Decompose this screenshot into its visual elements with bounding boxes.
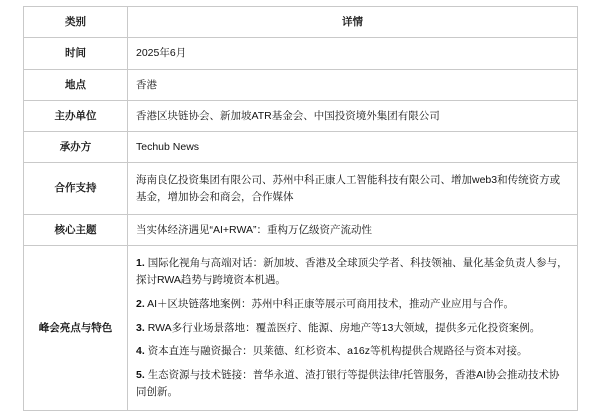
column-header-category: 类别	[24, 7, 128, 38]
row-label-location: 地点	[24, 69, 128, 100]
list-item	[136, 320, 569, 337]
row-value-time: 2025年6月	[128, 38, 578, 69]
row-label-highlights: 峰会亮点与特色	[24, 246, 128, 411]
list-item-number: 1.	[136, 257, 145, 270]
table-row	[24, 38, 578, 69]
highlights-list	[136, 255, 569, 401]
row-value-organizer: 香港区块链协会、新加坡ATR基金会、中国投资境外集团有限公司	[128, 100, 578, 131]
row-label-host: 承办方	[24, 132, 128, 163]
summary-table-container	[0, 6, 600, 411]
list-item-text: 资本直连与融资撮合：贝莱德、红杉资本、a16z等机构提供合规路径与资本对接。	[147, 345, 528, 358]
list-item	[136, 296, 569, 313]
row-label-time: 时间	[24, 38, 128, 69]
list-item-text: 国际化视角与高端对话：新加坡、香港及全球顶尖学者、科技领袖、量化基金负责人参与，探讨RWA趋势与跨境资本机遇。	[136, 257, 568, 286]
table-row	[24, 132, 578, 163]
list-item-number: 4.	[136, 345, 145, 358]
list-item-text: AI＋区块链落地案例：苏州中科正康等展示可商用技术，推动产业应用与合作。	[147, 297, 515, 310]
row-value-highlights	[128, 246, 578, 411]
list-item-number: 5.	[136, 369, 145, 382]
row-label-partners: 合作支持	[24, 163, 128, 215]
table-row	[24, 69, 578, 100]
table-row	[24, 163, 578, 215]
column-header-details: 详情	[128, 7, 578, 38]
row-label-theme: 核心主题	[24, 214, 128, 245]
row-value-theme: 当实体经济遇见“AI+RWA”：重构万亿级资产流动性	[128, 214, 578, 245]
list-item-number: 3.	[136, 321, 145, 334]
list-item	[136, 367, 569, 401]
row-value-partners: 海南良亿投资集团有限公司、苏州中科正康人工智能科技有限公司、增加web3和传统资方或基金，增加协会和商会，合作媒体	[128, 163, 578, 215]
table-row-highlights	[24, 246, 578, 411]
row-value-host: Techub News	[128, 132, 578, 163]
list-item	[136, 343, 569, 360]
list-item-number: 2.	[136, 297, 145, 310]
row-value-location: 香港	[128, 69, 578, 100]
table-row	[24, 100, 578, 131]
list-item-text: RWA多行业场景落地：覆盖医疗、能源、房地产等13大领域，提供多元化投资案例。	[147, 321, 541, 334]
row-label-organizer: 主办单位	[24, 100, 128, 131]
list-item-text: 生态资源与技术链接：普华永道、渣打银行等提供法律/托管服务，香港AI协会推动技术协同创新。	[136, 369, 560, 398]
list-item	[136, 255, 569, 289]
event-info-table	[23, 6, 578, 411]
table-header-row	[24, 7, 578, 38]
table-row	[24, 214, 578, 245]
